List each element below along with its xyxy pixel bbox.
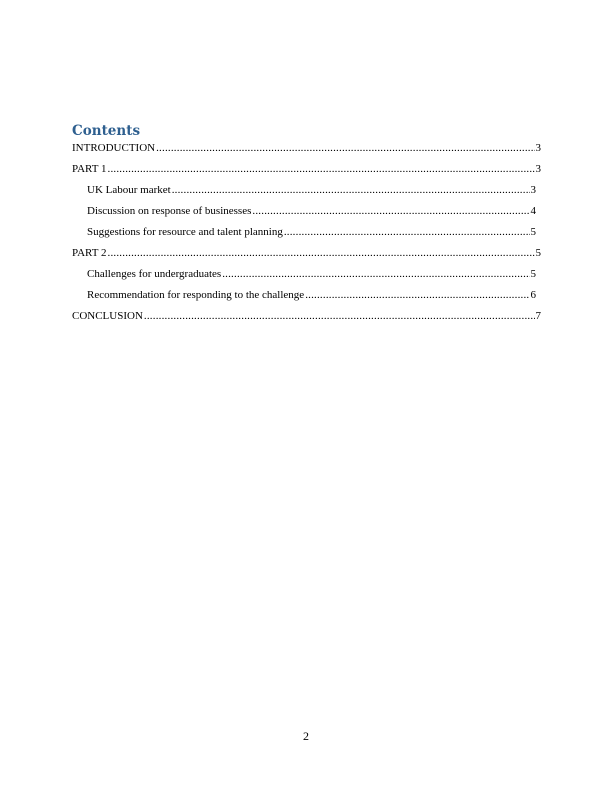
toc-entry-recommendation[interactable] bbox=[72, 289, 536, 302]
toc-entry-page: 6 bbox=[530, 289, 536, 301]
toc-entry-label: Discussion on response of businesses bbox=[87, 205, 252, 217]
toc-dot-leader bbox=[252, 205, 529, 218]
toc-entry-page: 3 bbox=[535, 163, 541, 175]
table-of-contents bbox=[72, 122, 541, 331]
page-number: 2 bbox=[303, 729, 309, 743]
toc-entry-challenges-for-undergraduates[interactable] bbox=[72, 268, 536, 281]
toc-entry-label: Suggestions for resource and talent planning bbox=[87, 226, 283, 238]
toc-dot-leader bbox=[222, 268, 529, 281]
toc-entry-page: 5 bbox=[530, 268, 536, 280]
toc-dot-leader bbox=[108, 163, 535, 176]
toc-entry-part-1[interactable] bbox=[72, 163, 541, 176]
toc-entry-page: 3 bbox=[530, 184, 536, 196]
toc-entry-page: 5 bbox=[530, 226, 536, 238]
toc-entry-page: 4 bbox=[530, 205, 536, 217]
toc-entry-part-2[interactable] bbox=[72, 247, 541, 260]
toc-entry-label: INTRODUCTION bbox=[72, 142, 156, 154]
toc-entry-label: PART 1 bbox=[72, 163, 107, 175]
toc-entry-suggestions-for-resource[interactable] bbox=[72, 226, 536, 239]
toc-entry-uk-labour-market[interactable] bbox=[72, 184, 536, 197]
toc-dot-leader bbox=[108, 247, 535, 260]
toc-dot-leader bbox=[156, 142, 534, 155]
toc-dot-leader bbox=[144, 310, 535, 323]
toc-heading: Contents bbox=[72, 123, 141, 139]
toc-entry-page: 5 bbox=[535, 247, 541, 259]
toc-entry-conclusion[interactable] bbox=[72, 310, 541, 323]
toc-entry-label: Recommendation for responding to the challenge bbox=[87, 289, 305, 301]
toc-dot-leader bbox=[284, 226, 530, 239]
toc-entries bbox=[72, 142, 541, 323]
toc-entry-introduction[interactable] bbox=[72, 142, 541, 155]
toc-entry-page: 7 bbox=[535, 310, 541, 322]
toc-entry-label: PART 2 bbox=[72, 247, 107, 259]
toc-entry-label: UK Labour market bbox=[87, 184, 171, 196]
toc-entry-discussion-on-response[interactable] bbox=[72, 205, 536, 218]
toc-entry-page: 3 bbox=[535, 142, 541, 154]
toc-entry-label: CONCLUSION bbox=[72, 310, 143, 322]
toc-dot-leader bbox=[305, 289, 529, 302]
toc-entry-label: Challenges for undergraduates bbox=[87, 268, 222, 280]
toc-dot-leader bbox=[172, 184, 530, 197]
